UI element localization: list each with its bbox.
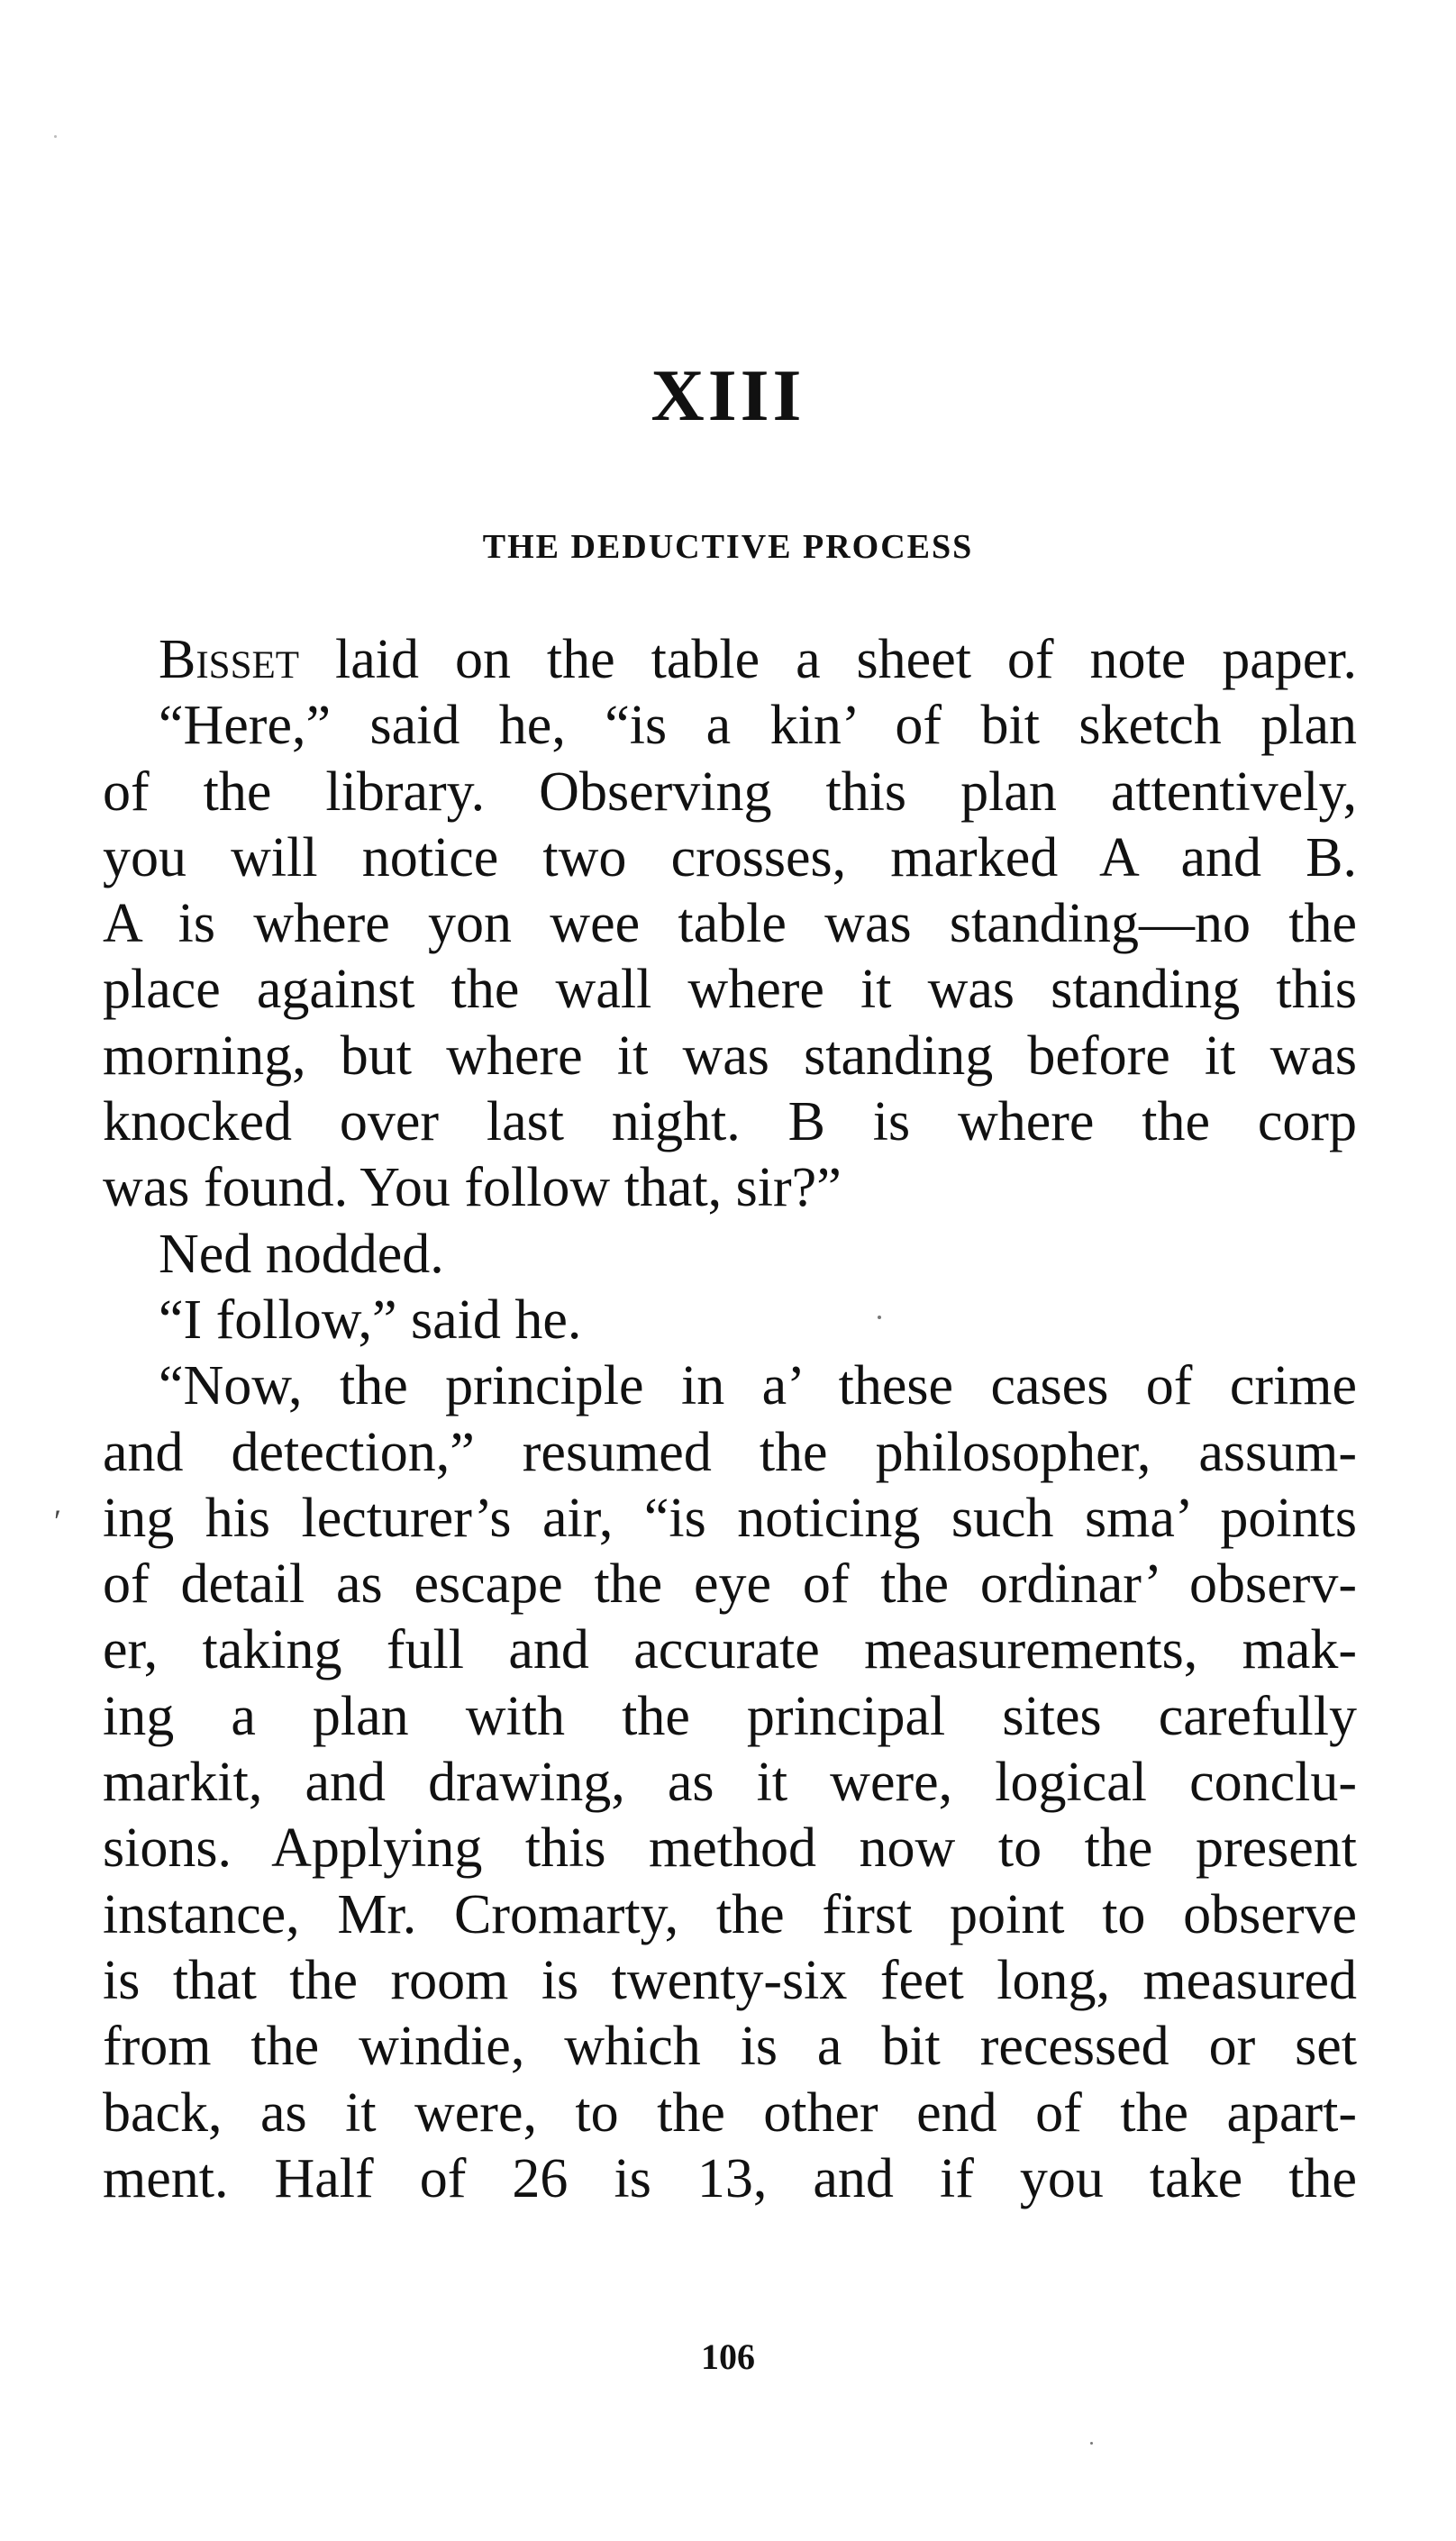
- text-line-1: [103, 627, 1357, 693]
- text-line-20: instance, Mr. Cromarty, the first point to observe: [103, 1883, 1357, 1945]
- text-line-9: was found. You follow that, sir?”: [103, 1157, 842, 1219]
- chapter-title: THE DEDUCTIVE PROCESS: [482, 528, 974, 566]
- text-line-3: of the library. Observing this plan attentively,: [103, 760, 1357, 823]
- ink-speck: [1090, 2442, 1093, 2445]
- text-line-1-rest: laid on the table a sheet of note paper.: [299, 629, 1357, 690]
- text-line-10: Ned nodded.: [159, 1223, 444, 1285]
- text-line-11: “I follow,” said he.: [159, 1289, 582, 1351]
- text-line-18: markit, and drawing, as it were, logical conclu-: [103, 1752, 1357, 1814]
- text-line-22: from the windie, which is a bit recessed or set: [103, 2016, 1357, 2078]
- text-line-14: ing his lecturer’s air, “is noticing such sma’ points: [103, 1487, 1357, 1549]
- ink-speck: [54, 135, 57, 138]
- text-line-2: “Here,” said he, “is a kin’ of bit sketch plan: [159, 695, 1357, 757]
- page-number: 106: [701, 2336, 755, 2377]
- chapter-number: XIII: [651, 354, 805, 436]
- margin-mark: ′: [54, 1503, 61, 1539]
- text-line-24: ment. Half of 26 is 13, and if you take the: [103, 2147, 1357, 2209]
- text-line-8: knocked over last night. B is where the corp: [103, 1091, 1357, 1153]
- text-line-16: er, taking full and accurate measurements, mak-: [103, 1619, 1357, 1681]
- text-line-4: you will notice two crosses, marked A and B.: [103, 826, 1357, 888]
- text-line-13: and detection,” resumed the philosopher, assum-: [103, 1421, 1357, 1483]
- text-line-17: ing a plan with the principal sites carefully: [103, 1685, 1357, 1747]
- body-text: [103, 627, 1357, 2212]
- text-line-6: place against the wall where it was standing this: [103, 959, 1357, 1021]
- text-line-12: “Now, the principle in a’ these cases of crime: [159, 1355, 1357, 1417]
- text-line-21: is that the room is twenty-six feet long, measured: [103, 1949, 1357, 2011]
- text-line-15: of detail as escape the eye of the ordinar’ observ-: [103, 1553, 1357, 1616]
- first-word: Bisset: [159, 629, 300, 690]
- text-line-5: A is where yon wee table was standing—no the: [103, 893, 1357, 955]
- ink-speck: [878, 1316, 881, 1319]
- text-line-23: back, as it were, to the other end of the apart-: [103, 2081, 1357, 2144]
- text-line-19: sions. Applying this method now to the present: [103, 1817, 1357, 1880]
- text-line-7: morning, but where it was standing before it was: [103, 1025, 1357, 1087]
